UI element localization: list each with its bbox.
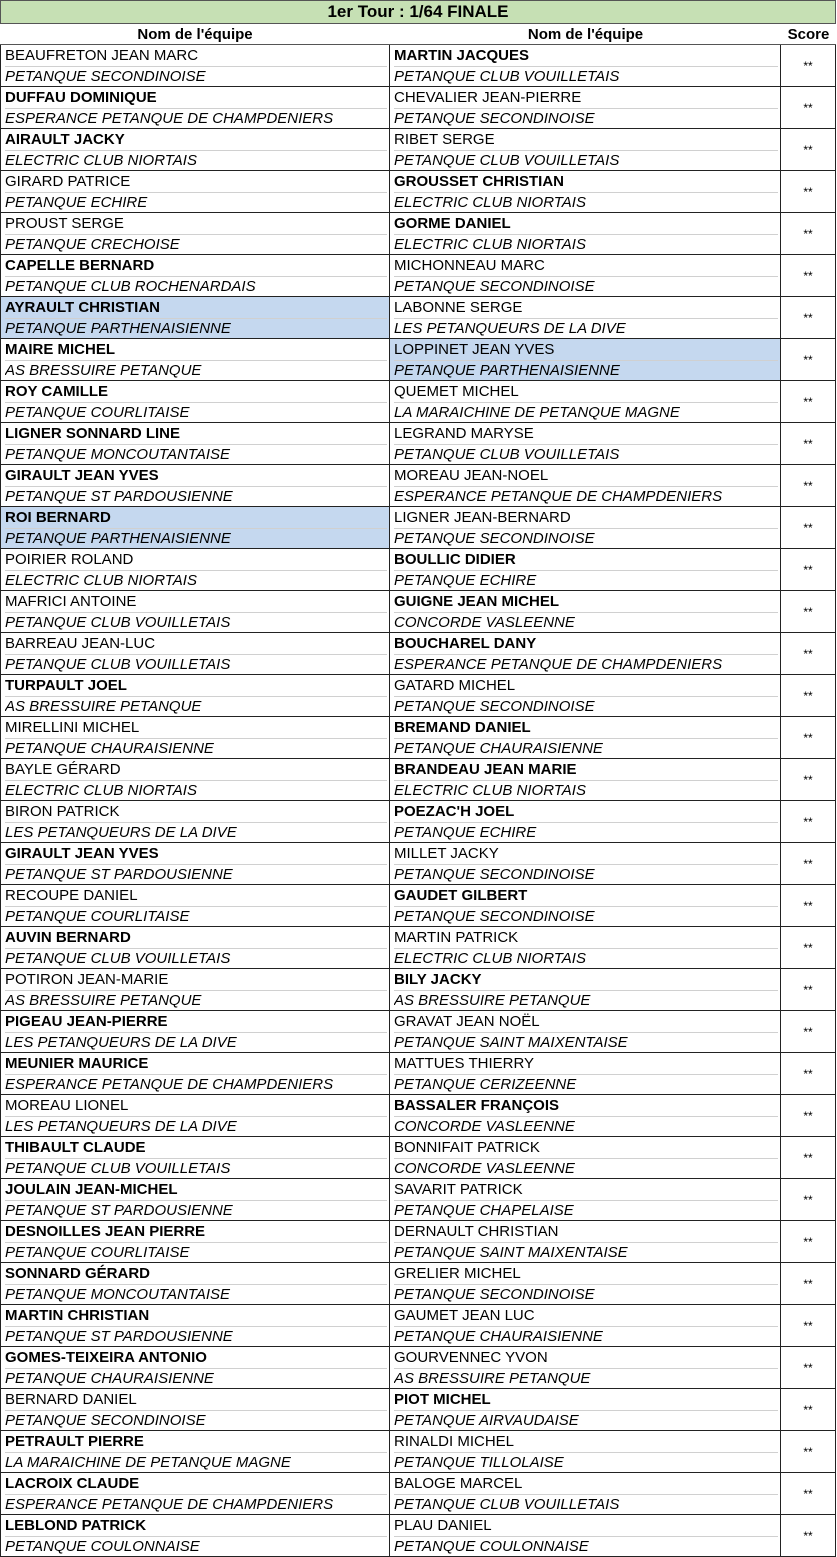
player-name: BEAUFRETON JEAN MARC [5, 45, 387, 67]
match-row [0, 591, 837, 633]
player-name: RINALDI MICHEL [394, 1431, 778, 1453]
player-name: LIGNER SONNARD LINE [5, 423, 387, 445]
club-name: AS BRESSUIRE PETANQUE [5, 362, 202, 379]
team1-cell [0, 1473, 390, 1515]
club-name: AS BRESSUIRE PETANQUE [394, 992, 591, 1009]
player-name: MAIRE MICHEL [5, 339, 387, 361]
match-row [0, 423, 837, 465]
team1-cell [0, 969, 390, 1011]
club-name: LES PETANQUEURS DE LA DIVE [5, 1118, 237, 1135]
team1-cell [0, 801, 390, 843]
player-name: QUEMET MICHEL [394, 381, 778, 403]
player-name: MIRELLINI MICHEL [5, 717, 387, 739]
player-name: POEZAC'H JOEL [394, 801, 778, 823]
player-name: BONNIFAIT PATRICK [394, 1137, 778, 1159]
match-row [0, 171, 837, 213]
player-name: RIBET SERGE [394, 129, 778, 151]
team1-cell [0, 1389, 390, 1431]
player-name: CHEVALIER JEAN-PIERRE [394, 87, 778, 109]
player-name: AYRAULT CHRISTIAN [5, 297, 387, 319]
player-name: MEUNIER MAURICE [5, 1053, 387, 1075]
club-name: PETANQUE CHAURAISIENNE [394, 740, 603, 757]
player-name: BARREAU JEAN-LUC [5, 633, 387, 655]
club-name: PETANQUE ST PARDOUSIENNE [5, 1328, 233, 1345]
team2-cell [390, 1011, 781, 1053]
club-name: PETANQUE SAINT MAIXENTAISE [394, 1034, 628, 1051]
player-name: DESNOILLES JEAN PIERRE [5, 1221, 387, 1243]
team2-cell [390, 759, 781, 801]
player-name: BILY JACKY [394, 969, 778, 991]
score-cell: ** [781, 1473, 836, 1515]
player-name: MILLET JACKY [394, 843, 778, 865]
player-name: LABONNE SERGE [394, 297, 778, 319]
club-name: PETANQUE CLUB VOUILLETAIS [5, 950, 231, 967]
player-name: GROUSSET CHRISTIAN [394, 171, 778, 193]
club-name: ELECTRIC CLUB NIORTAIS [394, 782, 586, 799]
team1-cell [0, 171, 390, 213]
match-row [0, 507, 837, 549]
team1-cell [0, 507, 390, 549]
team2-cell [390, 381, 781, 423]
score-cell: ** [781, 129, 836, 171]
team2-cell [390, 213, 781, 255]
match-row [0, 549, 837, 591]
player-name: ROY CAMILLE [5, 381, 387, 403]
team1-cell [0, 927, 390, 969]
score-cell: ** [781, 255, 836, 297]
player-name: GIRARD PATRICE [5, 171, 387, 193]
team2-cell [390, 1053, 781, 1095]
team1-cell [0, 381, 390, 423]
score-cell: ** [781, 1347, 836, 1389]
team2-cell [390, 87, 781, 129]
score-cell: ** [781, 1515, 836, 1557]
club-name: ESPERANCE PETANQUE DE CHAMPDENIERS [5, 110, 334, 127]
team1-cell [0, 885, 390, 927]
match-row [0, 87, 837, 129]
team2-cell [390, 423, 781, 465]
team1-cell [0, 1221, 390, 1263]
match-list [0, 45, 837, 1557]
club-name: PETANQUE COULONNAISE [394, 1538, 589, 1555]
score-cell: ** [781, 1389, 836, 1431]
club-name: ELECTRIC CLUB NIORTAIS [394, 950, 586, 967]
player-name: RECOUPE DANIEL [5, 885, 387, 907]
match-row [0, 633, 837, 675]
club-name: PETANQUE ECHIRE [5, 194, 148, 211]
player-name: GORME DANIEL [394, 213, 778, 235]
match-row [0, 885, 837, 927]
player-name: SAVARIT PATRICK [394, 1179, 778, 1201]
club-name: PETANQUE TILLOLAISE [394, 1454, 564, 1471]
team2-cell [390, 1347, 781, 1389]
club-name: PETANQUE CLUB VOUILLETAIS [5, 656, 231, 673]
team2-cell [390, 549, 781, 591]
match-row [0, 339, 837, 381]
match-row [0, 1095, 837, 1137]
team1-cell [0, 297, 390, 339]
score-cell: ** [781, 591, 836, 633]
team2-cell [390, 255, 781, 297]
team1-cell [0, 45, 390, 87]
match-row [0, 213, 837, 255]
player-name: MATTUES THIERRY [394, 1053, 778, 1075]
player-name: TURPAULT JOEL [5, 675, 387, 697]
club-name: PETANQUE ECHIRE [394, 824, 537, 841]
club-name: PETANQUE CLUB VOUILLETAIS [394, 68, 620, 85]
score-cell: ** [781, 633, 836, 675]
match-row [0, 255, 837, 297]
player-name: AIRAULT JACKY [5, 129, 387, 151]
team2-cell [390, 1515, 781, 1557]
team1-cell [0, 1263, 390, 1305]
player-name: PIGEAU JEAN-PIERRE [5, 1011, 387, 1033]
club-name: ELECTRIC CLUB NIORTAIS [5, 782, 197, 799]
team2-cell [390, 1095, 781, 1137]
score-cell: ** [781, 675, 836, 717]
match-row [0, 1389, 837, 1431]
team1-cell [0, 1137, 390, 1179]
team2-cell [390, 1473, 781, 1515]
match-row [0, 1263, 837, 1305]
team1-cell [0, 1053, 390, 1095]
team1-cell [0, 1179, 390, 1221]
player-name: PLAU DANIEL [394, 1515, 778, 1537]
match-row [0, 717, 837, 759]
team2-cell [390, 633, 781, 675]
player-name: MOREAU JEAN-NOEL [394, 465, 778, 487]
club-name: PETANQUE PARTHENAISIENNE [5, 530, 231, 547]
club-name: PETANQUE CLUB VOUILLETAIS [5, 1160, 231, 1177]
score-cell: ** [781, 381, 836, 423]
player-name: LEGRAND MARYSE [394, 423, 778, 445]
score-cell: ** [781, 171, 836, 213]
player-name: POTIRON JEAN-MARIE [5, 969, 387, 991]
club-name: PETANQUE COURLITAISE [5, 908, 190, 925]
player-name: LOPPINET JEAN YVES [394, 339, 778, 361]
team2-cell [390, 717, 781, 759]
player-name: BREMAND DANIEL [394, 717, 778, 739]
player-name: BERNARD DANIEL [5, 1389, 387, 1411]
team2-cell [390, 927, 781, 969]
player-name: GOMES-TEIXEIRA ANTONIO [5, 1347, 387, 1369]
club-name: PETANQUE ECHIRE [394, 572, 537, 589]
score-cell: ** [781, 465, 836, 507]
club-name: PETANQUE SECONDINOISE [394, 698, 595, 715]
player-name: MOREAU LIONEL [5, 1095, 387, 1117]
player-name: JOULAIN JEAN-MICHEL [5, 1179, 387, 1201]
score-cell: ** [781, 1053, 836, 1095]
match-row [0, 1053, 837, 1095]
team1-cell [0, 633, 390, 675]
match-row [0, 1515, 837, 1557]
team1-cell [0, 717, 390, 759]
club-name: PETANQUE CLUB VOUILLETAIS [394, 1496, 620, 1513]
score-cell: ** [781, 1305, 836, 1347]
team2-cell [390, 591, 781, 633]
player-name: POIRIER ROLAND [5, 549, 387, 571]
club-name: PETANQUE COURLITAISE [5, 404, 190, 421]
club-name: PETANQUE ST PARDOUSIENNE [5, 1202, 233, 1219]
player-name: BOULLIC DIDIER [394, 549, 778, 571]
match-row [0, 927, 837, 969]
club-name: AS BRESSUIRE PETANQUE [394, 1370, 591, 1387]
club-name: ELECTRIC CLUB NIORTAIS [394, 236, 586, 253]
team2-cell [390, 507, 781, 549]
club-name: CONCORDE VASLEENNE [394, 1160, 575, 1177]
club-name: PETANQUE COULONNAISE [5, 1538, 200, 1555]
player-name: PROUST SERGE [5, 213, 387, 235]
club-name: AS BRESSUIRE PETANQUE [5, 698, 202, 715]
team1-cell [0, 591, 390, 633]
player-name: GAUDET GILBERT [394, 885, 778, 907]
club-name: ELECTRIC CLUB NIORTAIS [5, 572, 197, 589]
match-row [0, 381, 837, 423]
team1-cell [0, 423, 390, 465]
match-row [0, 129, 837, 171]
club-name: PETANQUE CHAURAISIENNE [394, 1328, 603, 1345]
team1-cell [0, 255, 390, 297]
club-name: ELECTRIC CLUB NIORTAIS [394, 194, 586, 211]
score-cell: ** [781, 1263, 836, 1305]
club-name: CONCORDE VASLEENNE [394, 1118, 575, 1135]
club-name: PETANQUE CHAPELAISE [394, 1202, 574, 1219]
score-cell: ** [781, 549, 836, 591]
match-row [0, 1137, 837, 1179]
club-name: PETANQUE SECONDINOISE [394, 110, 595, 127]
club-name: PETANQUE CLUB ROCHENARDAIS [5, 278, 256, 295]
club-name: PETANQUE ST PARDOUSIENNE [5, 866, 233, 883]
club-name: LA MARAICHINE DE PETANQUE MAGNE [5, 1454, 291, 1471]
player-name: PIOT MICHEL [394, 1389, 778, 1411]
match-row [0, 1431, 837, 1473]
score-cell: ** [781, 1431, 836, 1473]
player-name: GIRAULT JEAN YVES [5, 465, 387, 487]
player-name: BAYLE GÉRARD [5, 759, 387, 781]
team1-cell [0, 1095, 390, 1137]
club-name: PETANQUE MONCOUTANTAISE [5, 446, 231, 463]
team1-cell [0, 1515, 390, 1557]
score-cell: ** [781, 423, 836, 465]
score-cell: ** [781, 297, 836, 339]
match-row [0, 1473, 837, 1515]
team2-cell [390, 129, 781, 171]
club-name: PETANQUE PARTHENAISIENNE [5, 320, 231, 337]
score-cell: ** [781, 87, 836, 129]
score-cell: ** [781, 717, 836, 759]
player-name: BRANDEAU JEAN MARIE [394, 759, 778, 781]
score-cell: ** [781, 1179, 836, 1221]
club-name: PETANQUE SECONDINOISE [5, 68, 206, 85]
score-cell: ** [781, 801, 836, 843]
player-name: GATARD MICHEL [394, 675, 778, 697]
team2-cell [390, 843, 781, 885]
player-name: DERNAULT CHRISTIAN [394, 1221, 778, 1243]
team2-cell [390, 801, 781, 843]
match-row [0, 843, 837, 885]
club-name: PETANQUE SECONDINOISE [394, 908, 595, 925]
team1-cell [0, 1011, 390, 1053]
player-name: GAUMET JEAN LUC [394, 1305, 778, 1327]
team2-cell [390, 1179, 781, 1221]
team2-cell [390, 1305, 781, 1347]
score-cell: ** [781, 507, 836, 549]
club-name: LES PETANQUEURS DE LA DIVE [5, 1034, 237, 1051]
team2-cell [390, 1221, 781, 1263]
match-row [0, 1179, 837, 1221]
player-name: LEBLOND PATRICK [5, 1515, 387, 1537]
club-name: ESPERANCE PETANQUE DE CHAMPDENIERS [5, 1076, 334, 1093]
team1-cell [0, 87, 390, 129]
team2-cell [390, 45, 781, 87]
score-cell: ** [781, 1137, 836, 1179]
match-row [0, 1221, 837, 1263]
team1-cell [0, 213, 390, 255]
player-name: GIRAULT JEAN YVES [5, 843, 387, 865]
club-name: PETANQUE SECONDINOISE [394, 530, 595, 547]
club-name: PETANQUE CRECHOISE [5, 236, 180, 253]
match-row [0, 969, 837, 1011]
club-name: PETANQUE SECONDINOISE [5, 1412, 206, 1429]
player-name: GRAVAT JEAN NOËL [394, 1011, 778, 1033]
club-name: ESPERANCE PETANQUE DE CHAMPDENIERS [394, 656, 723, 673]
club-name: PETANQUE SECONDINOISE [394, 1286, 595, 1303]
team2-cell [390, 465, 781, 507]
club-name: PETANQUE COURLITAISE [5, 1244, 190, 1261]
player-name: AUVIN BERNARD [5, 927, 387, 949]
player-name: MICHONNEAU MARC [394, 255, 778, 277]
team1-cell [0, 129, 390, 171]
team1-cell [0, 1347, 390, 1389]
player-name: MAFRICI ANTOINE [5, 591, 387, 613]
score-cell: ** [781, 759, 836, 801]
team2-cell [390, 171, 781, 213]
player-name: MARTIN CHRISTIAN [5, 1305, 387, 1327]
match-row [0, 675, 837, 717]
team2-cell [390, 1389, 781, 1431]
team2-cell [390, 1137, 781, 1179]
team2-cell [390, 339, 781, 381]
score-cell: ** [781, 843, 836, 885]
match-row [0, 1347, 837, 1389]
score-cell: ** [781, 1095, 836, 1137]
team2-cell [390, 885, 781, 927]
header-team1: Nom de l'équipe [0, 24, 390, 45]
team1-cell [0, 465, 390, 507]
player-name: BOUCHAREL DANY [394, 633, 778, 655]
score-cell: ** [781, 1221, 836, 1263]
page-title: 1er Tour : 1/64 FINALE [0, 0, 836, 24]
score-cell: ** [781, 927, 836, 969]
player-name: BALOGE MARCEL [394, 1473, 778, 1495]
player-name: LACROIX CLAUDE [5, 1473, 387, 1495]
club-name: PETANQUE CHAURAISIENNE [5, 1370, 214, 1387]
team1-cell [0, 843, 390, 885]
score-cell: ** [781, 1011, 836, 1053]
match-row [0, 801, 837, 843]
player-name: GUIGNE JEAN MICHEL [394, 591, 778, 613]
player-name: DUFFAU DOMINIQUE [5, 87, 387, 109]
club-name: LES PETANQUEURS DE LA DIVE [5, 824, 237, 841]
team1-cell [0, 339, 390, 381]
club-name: ESPERANCE PETANQUE DE CHAMPDENIERS [5, 1496, 334, 1513]
match-row [0, 1011, 837, 1053]
team2-cell [390, 1431, 781, 1473]
player-name: ROI BERNARD [5, 507, 387, 529]
club-name: PETANQUE CLUB VOUILLETAIS [5, 614, 231, 631]
team2-cell [390, 297, 781, 339]
club-name: CONCORDE VASLEENNE [394, 614, 575, 631]
club-name: PETANQUE MONCOUTANTAISE [5, 1286, 231, 1303]
club-name: PETANQUE CHAURAISIENNE [5, 740, 214, 757]
team1-cell [0, 549, 390, 591]
player-name: LIGNER JEAN-BERNARD [394, 507, 778, 529]
club-name: ELECTRIC CLUB NIORTAIS [5, 152, 197, 169]
score-cell: ** [781, 885, 836, 927]
player-name: BASSALER FRANÇOIS [394, 1095, 778, 1117]
club-name: PETANQUE CLUB VOUILLETAIS [394, 152, 620, 169]
club-name: PETANQUE AIRVAUDAISE [394, 1412, 579, 1429]
match-row [0, 45, 837, 87]
header-score: Score [781, 24, 836, 45]
score-cell: ** [781, 45, 836, 87]
match-row [0, 297, 837, 339]
match-row [0, 759, 837, 801]
header-team2: Nom de l'équipe [390, 24, 781, 45]
club-name: PETANQUE CLUB VOUILLETAIS [394, 446, 620, 463]
club-name: LA MARAICHINE DE PETANQUE MAGNE [394, 404, 680, 421]
player-name: MARTIN PATRICK [394, 927, 778, 949]
score-cell: ** [781, 969, 836, 1011]
player-name: MARTIN JACQUES [394, 45, 778, 67]
club-name: PETANQUE SECONDINOISE [394, 866, 595, 883]
score-cell: ** [781, 339, 836, 381]
team1-cell [0, 675, 390, 717]
player-name: CAPELLE BERNARD [5, 255, 387, 277]
team1-cell [0, 759, 390, 801]
club-name: PETANQUE CERIZEENNE [394, 1076, 577, 1093]
team2-cell [390, 1263, 781, 1305]
club-name: PETANQUE ST PARDOUSIENNE [5, 488, 233, 505]
team2-cell [390, 675, 781, 717]
team2-cell [390, 969, 781, 1011]
match-row [0, 1305, 837, 1347]
club-name: LES PETANQUEURS DE LA DIVE [394, 320, 626, 337]
club-name: AS BRESSUIRE PETANQUE [5, 992, 202, 1009]
club-name: PETANQUE SECONDINOISE [394, 278, 595, 295]
player-name: SONNARD GÉRARD [5, 1263, 387, 1285]
player-name: PETRAULT PIERRE [5, 1431, 387, 1453]
player-name: BIRON PATRICK [5, 801, 387, 823]
club-name: ESPERANCE PETANQUE DE CHAMPDENIERS [394, 488, 723, 505]
match-row [0, 465, 837, 507]
club-name: PETANQUE PARTHENAISIENNE [394, 362, 620, 379]
player-name: THIBAULT CLAUDE [5, 1137, 387, 1159]
score-cell: ** [781, 213, 836, 255]
team1-cell [0, 1431, 390, 1473]
team1-cell [0, 1305, 390, 1347]
club-name: PETANQUE SAINT MAIXENTAISE [394, 1244, 628, 1261]
player-name: GOURVENNEC YVON [394, 1347, 778, 1369]
player-name: GRELIER MICHEL [394, 1263, 778, 1285]
